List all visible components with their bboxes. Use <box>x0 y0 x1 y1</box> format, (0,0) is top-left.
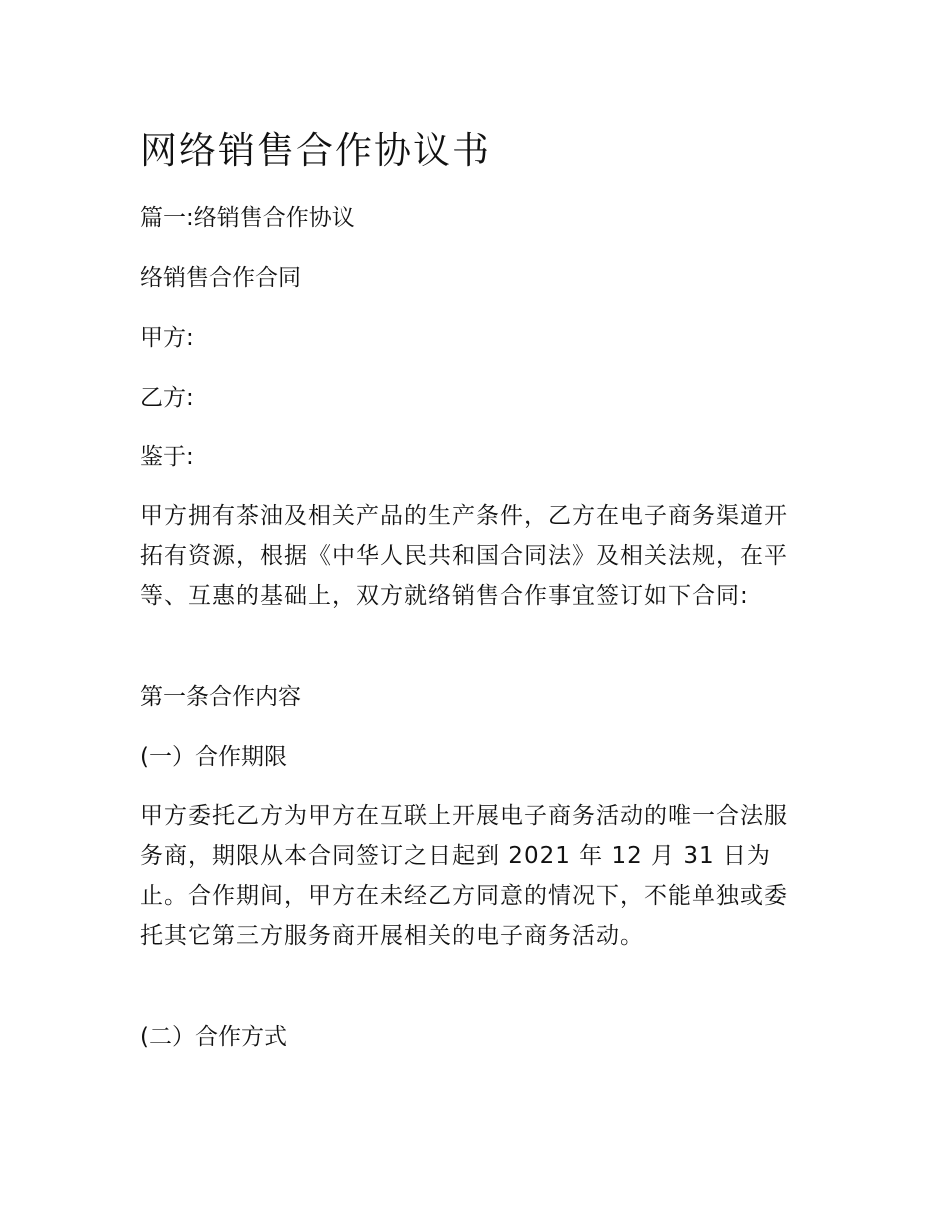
clause-2-heading: (二）合作方式 <box>140 1024 287 1050</box>
party-b-label: 乙方: <box>140 385 194 411</box>
party-a-label: 甲方: <box>140 325 194 351</box>
section-heading: 篇一:络销售合作协议 <box>140 205 355 231</box>
article-1-heading: 第一条合作内容 <box>140 684 301 710</box>
contract-title: 络销售合作合同 <box>140 265 301 291</box>
clause-1-paragraph: 甲方委托乙方为甲方在互联上开展电子商务活动的唯一合法服务商，期限从本合同签订之日起到 2021 年 12 月 31 日为止。合作期间，甲方在未经乙方同意的情况下，不能单独或委托其它第三方服务商开展相关的电子商务活动。 <box>140 803 788 949</box>
whereas-label: 鉴于: <box>140 444 194 470</box>
clause-1-heading: (一）合作期限 <box>140 744 287 770</box>
document-title: 网络销售合作协议书 <box>140 129 491 172</box>
preamble-paragraph: 甲方拥有茶油及相关产品的生产条件，乙方在电子商务渠道开拓有资源，根据《中华人民共和国合同法》及相关法规，在平等、互惠的基础上，双方就络销售合作事宜签订如下合同: <box>140 503 788 609</box>
